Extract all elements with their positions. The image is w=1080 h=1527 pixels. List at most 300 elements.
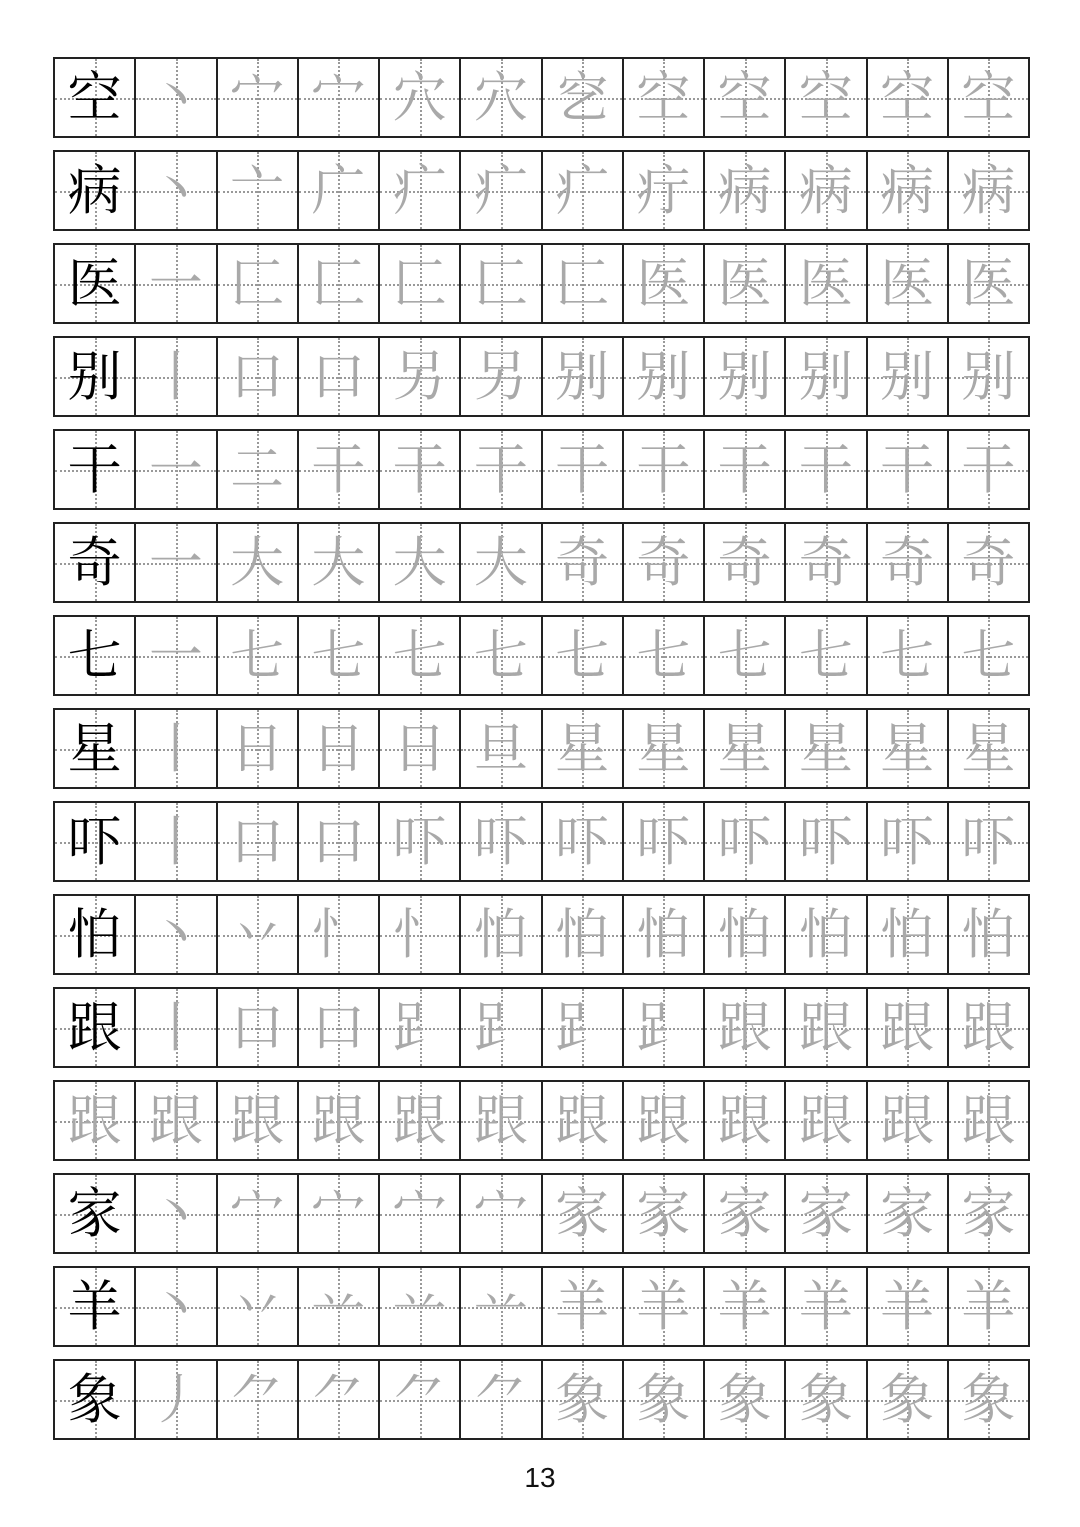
trace-character: 星	[798, 716, 853, 780]
trace-character: 羊	[636, 1274, 691, 1338]
trace-character: 星	[636, 716, 691, 780]
grid-cell	[380, 710, 461, 787]
grid-cell	[380, 245, 461, 322]
grid-cell	[299, 431, 380, 508]
trace-character: 宀	[311, 1181, 366, 1245]
trace-character: 二	[230, 437, 285, 501]
practice-row	[53, 708, 1030, 789]
grid-cell	[786, 1268, 867, 1345]
grid-cell	[380, 59, 461, 136]
grid-cell	[705, 1361, 786, 1438]
trace-character: 跟	[148, 1088, 203, 1152]
trace-character: 口	[230, 809, 285, 873]
trace-character: 奇	[636, 530, 691, 594]
grid-cell	[136, 896, 217, 973]
grid-cell	[55, 1268, 136, 1345]
grid-cell	[705, 617, 786, 694]
trace-character: 七	[230, 623, 285, 687]
model-character: 跟	[67, 1088, 122, 1152]
trace-character: 匚	[230, 251, 285, 315]
model-character: 别	[67, 344, 122, 408]
trace-character: 跟	[798, 1088, 853, 1152]
trace-character: 别	[798, 344, 853, 408]
trace-character: 口	[230, 344, 285, 408]
trace-character: 疒	[473, 158, 528, 222]
trace-character: 奇	[798, 530, 853, 594]
grid-cell	[543, 152, 624, 229]
grid-cell	[786, 524, 867, 601]
grid-cell	[786, 152, 867, 229]
grid-cell	[218, 59, 299, 136]
trace-character: 大	[311, 530, 366, 594]
trace-character: 怕	[473, 902, 528, 966]
trace-character: 跟	[311, 1088, 366, 1152]
grid-cell	[705, 338, 786, 415]
grid-cell	[218, 896, 299, 973]
grid-cell	[705, 152, 786, 229]
grid-cell	[299, 803, 380, 880]
grid-cell	[868, 710, 949, 787]
trace-character: 跟	[392, 1088, 447, 1152]
trace-character: 丶	[148, 1274, 203, 1338]
trace-character: 大	[392, 530, 447, 594]
trace-character: 丨	[148, 344, 203, 408]
grid-cell	[543, 1175, 624, 1252]
grid-cell	[786, 338, 867, 415]
trace-character: 别	[717, 344, 772, 408]
grid-cell	[299, 59, 380, 136]
trace-character: 丶	[148, 902, 203, 966]
grid-cell	[299, 1361, 380, 1438]
trace-character: 干	[636, 437, 691, 501]
grid-cell	[55, 989, 136, 1066]
grid-cell	[136, 617, 217, 694]
grid-cell	[949, 803, 1028, 880]
practice-row	[53, 1266, 1030, 1347]
practice-row	[53, 1080, 1030, 1161]
trace-character: 一	[148, 623, 203, 687]
trace-character: 羊	[717, 1274, 772, 1338]
model-character: 病	[67, 158, 122, 222]
grid-cell	[705, 59, 786, 136]
trace-character: 七	[961, 623, 1016, 687]
grid-cell	[461, 1082, 542, 1159]
trace-character: 象	[636, 1367, 691, 1431]
grid-cell	[543, 338, 624, 415]
model-character: 空	[67, 65, 122, 129]
practice-row	[53, 243, 1030, 324]
practice-row	[53, 150, 1030, 231]
trace-character: 星	[555, 716, 610, 780]
grid-cell	[299, 896, 380, 973]
grid-cell	[461, 710, 542, 787]
trace-character: 穴	[392, 65, 447, 129]
trace-character: 象	[717, 1367, 772, 1431]
grid-cell	[218, 338, 299, 415]
grid-cell	[624, 59, 705, 136]
grid-cell	[868, 803, 949, 880]
grid-cell	[624, 617, 705, 694]
grid-cell	[705, 431, 786, 508]
grid-cell	[786, 431, 867, 508]
grid-cell	[136, 152, 217, 229]
practice-row	[53, 522, 1030, 603]
model-character: 跟	[67, 995, 122, 1059]
grid-cell	[786, 617, 867, 694]
trace-character: 吓	[555, 809, 610, 873]
grid-cell	[705, 1082, 786, 1159]
trace-character: 穵	[555, 65, 610, 129]
grid-cell	[949, 989, 1028, 1066]
trace-character: ⺈	[230, 1367, 285, 1431]
trace-character: 宀	[392, 1181, 447, 1245]
grid-cell	[55, 431, 136, 508]
practice-row	[53, 615, 1030, 696]
trace-character: 七	[392, 623, 447, 687]
grid-cell	[868, 338, 949, 415]
trace-character: 日	[230, 716, 285, 780]
grid-cell	[949, 524, 1028, 601]
trace-character: 丨	[148, 809, 203, 873]
grid-cell	[218, 152, 299, 229]
trace-character: 空	[880, 65, 935, 129]
trace-character: 丨	[148, 995, 203, 1059]
trace-character: 忄	[311, 902, 366, 966]
grid-cell	[705, 1268, 786, 1345]
trace-character: 跟	[798, 995, 853, 1059]
trace-character: 家	[880, 1181, 935, 1245]
trace-character: 家	[636, 1181, 691, 1245]
grid-cell	[380, 524, 461, 601]
trace-character: 怕	[961, 902, 1016, 966]
grid-cell	[55, 803, 136, 880]
trace-character: 广	[311, 158, 366, 222]
trace-character: 羊	[798, 1274, 853, 1338]
trace-character: 一	[148, 251, 203, 315]
trace-character: 七	[798, 623, 853, 687]
model-character: 干	[67, 437, 122, 501]
trace-character: 𧾷	[636, 995, 691, 1059]
trace-character: 干	[961, 437, 1016, 501]
grid-cell	[461, 431, 542, 508]
grid-cell	[461, 1268, 542, 1345]
trace-character: 干	[392, 437, 447, 501]
trace-character: 丨	[148, 716, 203, 780]
grid-cell	[380, 617, 461, 694]
practice-row	[53, 1173, 1030, 1254]
grid-cell	[218, 1175, 299, 1252]
grid-cell	[136, 1361, 217, 1438]
grid-cell	[380, 431, 461, 508]
grid-cell	[55, 617, 136, 694]
practice-row	[53, 1359, 1030, 1440]
trace-character: 跟	[473, 1088, 528, 1152]
model-character: 奇	[67, 530, 122, 594]
trace-character: 家	[798, 1181, 853, 1245]
grid-cell	[55, 59, 136, 136]
trace-character: 医	[961, 251, 1016, 315]
trace-character: 怕	[636, 902, 691, 966]
grid-cell	[461, 1175, 542, 1252]
trace-character: 七	[311, 623, 366, 687]
grid-cell	[218, 710, 299, 787]
trace-character: 奇	[555, 530, 610, 594]
grid-cell	[949, 245, 1028, 322]
grid-cell	[136, 59, 217, 136]
trace-character: 䒑	[311, 1274, 366, 1338]
trace-character: 吓	[880, 809, 935, 873]
trace-character: 吓	[473, 809, 528, 873]
grid-cell	[786, 989, 867, 1066]
page-number: 13	[524, 1462, 556, 1493]
grid-cell	[786, 803, 867, 880]
trace-character: 一	[148, 437, 203, 501]
grid-cell	[786, 245, 867, 322]
trace-character: 象	[880, 1367, 935, 1431]
grid-cell	[461, 617, 542, 694]
trace-character: 家	[555, 1181, 610, 1245]
trace-character: 跟	[555, 1088, 610, 1152]
grid-cell	[543, 1082, 624, 1159]
grid-cell	[218, 1361, 299, 1438]
trace-character: 空	[798, 65, 853, 129]
trace-character: 䒑	[392, 1274, 447, 1338]
trace-character: 空	[636, 65, 691, 129]
trace-character: 怕	[798, 902, 853, 966]
trace-character: 跟	[880, 1088, 935, 1152]
grid-cell	[949, 59, 1028, 136]
grid-cell	[461, 803, 542, 880]
grid-cell	[624, 1175, 705, 1252]
trace-character: 病	[961, 158, 1016, 222]
trace-character: 吓	[961, 809, 1016, 873]
grid-cell	[868, 431, 949, 508]
grid-cell	[949, 1268, 1028, 1345]
trace-character: 穴	[473, 65, 528, 129]
practice-row	[53, 57, 1030, 138]
grid-cell	[461, 989, 542, 1066]
grid-cell	[949, 710, 1028, 787]
trace-character: 干	[311, 437, 366, 501]
grid-cell	[624, 989, 705, 1066]
trace-character: 医	[636, 251, 691, 315]
trace-character: 𧾷	[555, 995, 610, 1059]
practice-row	[53, 429, 1030, 510]
grid-cell	[705, 1175, 786, 1252]
grid-cell	[55, 524, 136, 601]
grid-cell	[218, 245, 299, 322]
model-character: 象	[67, 1367, 122, 1431]
trace-character: 跟	[636, 1088, 691, 1152]
grid-cell	[705, 710, 786, 787]
trace-character: 跟	[717, 995, 772, 1059]
grid-cell	[55, 152, 136, 229]
grid-cell	[868, 152, 949, 229]
trace-character: 跟	[880, 995, 935, 1059]
grid-cell	[299, 617, 380, 694]
trace-character: 羊	[961, 1274, 1016, 1338]
grid-cell	[461, 896, 542, 973]
grid-cell	[55, 1361, 136, 1438]
trace-character: 跟	[961, 1088, 1016, 1152]
grid-cell	[868, 59, 949, 136]
trace-character: 吓	[392, 809, 447, 873]
trace-character: 一	[148, 530, 203, 594]
grid-cell	[136, 338, 217, 415]
grid-cell	[136, 1175, 217, 1252]
trace-character: ⺈	[311, 1367, 366, 1431]
grid-cell	[543, 431, 624, 508]
grid-cell	[136, 1268, 217, 1345]
grid-cell	[543, 1268, 624, 1345]
grid-cell	[55, 1175, 136, 1252]
trace-character: 病	[717, 158, 772, 222]
grid-cell	[218, 989, 299, 1066]
grid-cell	[949, 617, 1028, 694]
trace-character: 吓	[636, 809, 691, 873]
trace-character: 跟	[961, 995, 1016, 1059]
grid-cell	[543, 59, 624, 136]
trace-character: 干	[798, 437, 853, 501]
grid-cell	[136, 710, 217, 787]
practice-row	[53, 801, 1030, 882]
trace-character: 𧾷	[392, 995, 447, 1059]
trace-character: 奇	[961, 530, 1016, 594]
grid-cell	[55, 896, 136, 973]
trace-character: 星	[717, 716, 772, 780]
grid-cell	[786, 710, 867, 787]
practice-row	[53, 336, 1030, 417]
grid-cell	[380, 152, 461, 229]
grid-cell	[705, 245, 786, 322]
grid-cell	[543, 803, 624, 880]
trace-character: 旦	[473, 716, 528, 780]
trace-character: 疒	[555, 158, 610, 222]
grid-cell	[705, 989, 786, 1066]
grid-cell	[136, 245, 217, 322]
trace-character: 别	[636, 344, 691, 408]
trace-character: 奇	[880, 530, 935, 594]
grid-cell	[218, 617, 299, 694]
trace-character: 口	[311, 809, 366, 873]
grid-cell	[624, 710, 705, 787]
trace-character: 口	[311, 995, 366, 1059]
trace-character: 干	[717, 437, 772, 501]
grid-cell	[380, 803, 461, 880]
trace-character: 匚	[473, 251, 528, 315]
grid-cell	[380, 1082, 461, 1159]
grid-cell	[624, 524, 705, 601]
grid-cell	[543, 710, 624, 787]
trace-character: 干	[880, 437, 935, 501]
grid-cell	[949, 431, 1028, 508]
trace-character: 病	[798, 158, 853, 222]
trace-character: 象	[798, 1367, 853, 1431]
grid-cell	[461, 152, 542, 229]
grid-cell	[218, 803, 299, 880]
grid-cell	[786, 1175, 867, 1252]
model-character: 怕	[67, 902, 122, 966]
grid-cell	[949, 152, 1028, 229]
grid-cell	[461, 59, 542, 136]
grid-cell	[786, 896, 867, 973]
trace-character: 象	[555, 1367, 610, 1431]
trace-character: 吓	[717, 809, 772, 873]
grid-cell	[624, 338, 705, 415]
grid-cell	[786, 1361, 867, 1438]
grid-cell	[786, 1082, 867, 1159]
grid-cell	[868, 524, 949, 601]
trace-character: 宀	[311, 65, 366, 129]
trace-character: 七	[473, 623, 528, 687]
model-character: 医	[67, 251, 122, 315]
trace-character: 七	[717, 623, 772, 687]
trace-character: 奇	[717, 530, 772, 594]
grid-cell	[868, 896, 949, 973]
trace-character: 口	[230, 995, 285, 1059]
grid-cell	[543, 896, 624, 973]
grid-cell	[543, 524, 624, 601]
trace-character: 星	[880, 716, 935, 780]
grid-cell	[868, 989, 949, 1066]
trace-character: 医	[798, 251, 853, 315]
grid-cell	[461, 524, 542, 601]
trace-character: 星	[961, 716, 1016, 780]
trace-character: 跟	[230, 1088, 285, 1152]
grid-cell	[868, 1175, 949, 1252]
trace-character: 别	[961, 344, 1016, 408]
trace-character: 丶	[148, 65, 203, 129]
trace-character: 匚	[555, 251, 610, 315]
model-character: 家	[67, 1181, 122, 1245]
trace-character: 丶	[148, 1181, 203, 1245]
grid-cell	[461, 1361, 542, 1438]
trace-character: 丷	[230, 1274, 285, 1338]
grid-cell	[461, 338, 542, 415]
grid-cell	[868, 245, 949, 322]
trace-character: 匚	[392, 251, 447, 315]
grid-cell	[868, 1268, 949, 1345]
grid-cell	[299, 1268, 380, 1345]
grid-cell	[461, 245, 542, 322]
grid-cell	[380, 1268, 461, 1345]
grid-cell	[299, 710, 380, 787]
trace-character: 医	[717, 251, 772, 315]
trace-character: 丶	[148, 158, 203, 222]
grid-cell	[55, 1082, 136, 1159]
trace-character: 疔	[636, 158, 691, 222]
trace-character: 病	[880, 158, 935, 222]
model-character: 星	[67, 716, 122, 780]
trace-character: 空	[961, 65, 1016, 129]
trace-character: 怕	[717, 902, 772, 966]
trace-character: 别	[880, 344, 935, 408]
trace-character: 忄	[392, 902, 447, 966]
grid-cell	[624, 803, 705, 880]
grid-cell	[705, 803, 786, 880]
grid-cell	[218, 431, 299, 508]
grid-cell	[55, 245, 136, 322]
trace-character: 跟	[717, 1088, 772, 1152]
model-character: 七	[67, 623, 122, 687]
grid-cell	[868, 617, 949, 694]
trace-character: 象	[961, 1367, 1016, 1431]
grid-cell	[624, 245, 705, 322]
grid-cell	[543, 617, 624, 694]
trace-character: 䒑	[473, 1274, 528, 1338]
trace-character: 吓	[798, 809, 853, 873]
trace-character: 日	[311, 716, 366, 780]
